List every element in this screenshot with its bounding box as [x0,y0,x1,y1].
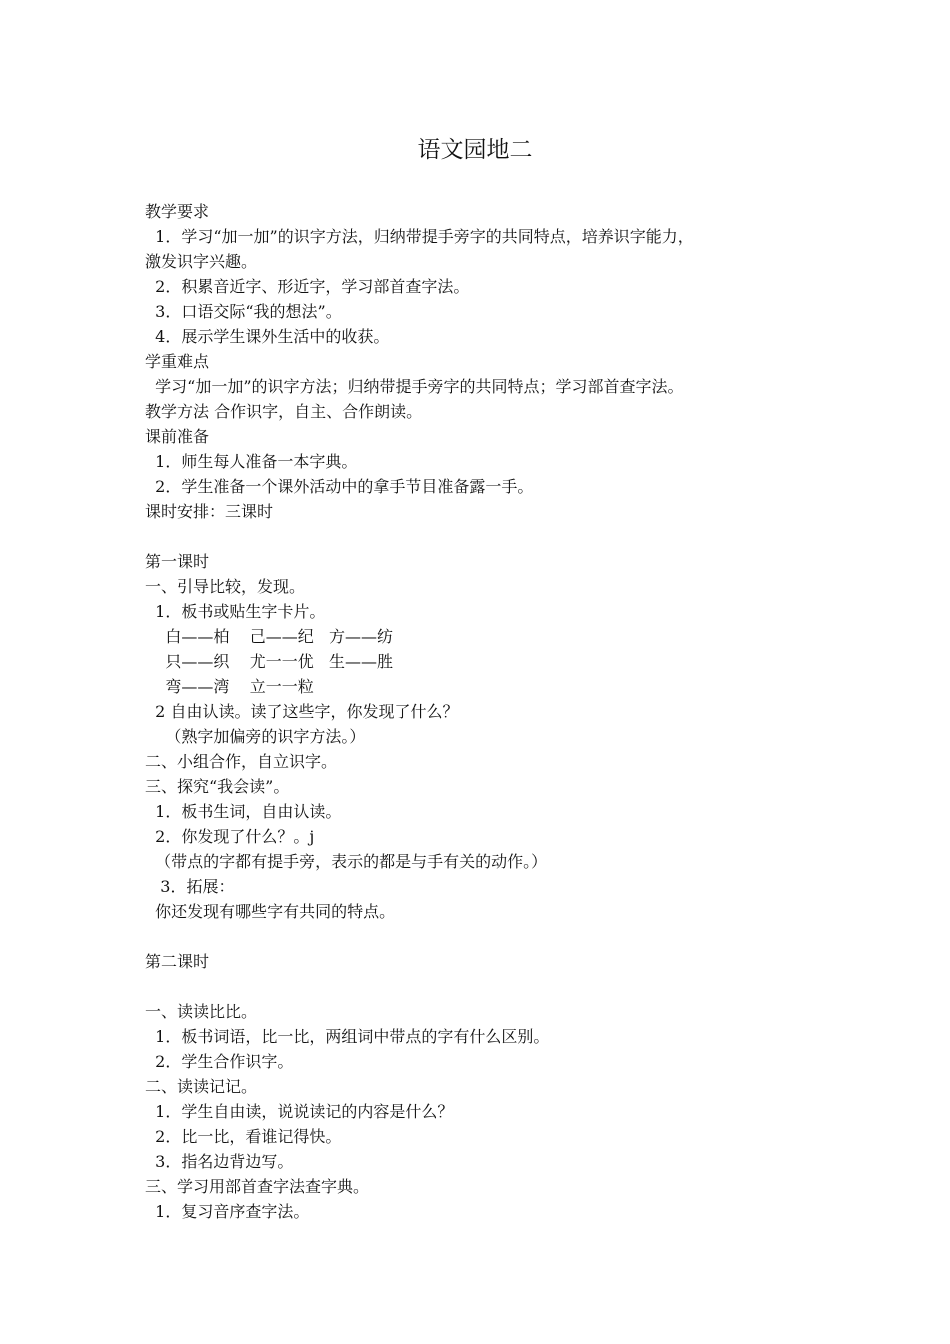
text-line: 3．拓展： [145,877,235,896]
text-line: 第二课时 [145,952,210,971]
text-line: 2 自由认读。读了这些字，你发现了什么？ [145,702,459,721]
text-line: 只——织 尤一一优 生——胜 [145,652,393,671]
text-line: 1．复习音序查字法。 [145,1202,310,1221]
text-line: 课时安排：三课时 [145,502,274,521]
document-title: 语文园地二 [417,137,533,163]
text-line: 二、读读记记。 [145,1077,258,1096]
text-line: 3．口语交际“我的想法”。 [145,302,342,321]
text-line: 教学方法 合作识字，自主、合作朗读。 [145,402,423,421]
text-line: 3．指名边背边写。 [145,1152,294,1171]
text-line: （带点的字都有提手旁，表示的都是与手有关的动作。） [145,852,548,871]
text-line: 弯——湾 立一一粒 [145,677,314,696]
text-line: 一、引导比较，发现。 [145,577,306,596]
document-body [145,199,810,1224]
text-line: 白——柏 己——纪 方——纺 [145,627,393,646]
text-line: 教学要求 [145,202,210,221]
text-line: 2．学生合作识字。 [145,1052,294,1071]
blank-line [145,924,810,949]
text-line: 2．积累音近字、形近字，学习部首查字法。 [145,277,470,296]
text-line: 一、读读比比。 [145,1002,258,1021]
text-line: （熟字加偏旁的识字方法。） [145,727,366,746]
text-line: 三、学习用部首查字法查字典。 [145,1177,370,1196]
text-line: 激发识字兴趣。 [145,252,258,271]
text-line: 课前准备 [145,427,210,446]
text-line: 学习“加一加”的识字方法；归纳带提手旁字的共同特点；学习部首查字法。 [145,377,684,396]
blank-line [145,524,810,549]
text-line: 二、小组合作，自立识字。 [145,752,338,771]
text-line: 学重难点 [145,352,210,371]
text-line: 2．学生准备一个课外活动中的拿手节目准备露一手。 [145,477,534,496]
text-line: 你还发现有哪些字有共同的特点。 [145,902,396,921]
text-line: 1．学生自由读，说说读记的内容是什么？ [145,1102,454,1121]
blank-line [145,974,810,999]
text-line: 1．板书或贴生字卡片。 [145,602,326,621]
text-line: 4．展示学生课外生活中的收获。 [145,327,390,346]
text-line: 1．板书生词，自由认读。 [145,802,342,821]
text-line: 2．你发现了什么？。j [145,827,315,846]
text-line: 1．板书词语，比一比，两组词中带点的字有什么区别。 [145,1027,550,1046]
text-line: 1．学习“加一加”的识字方法，归纳带提手旁字的共同特点，培养识字能力， [145,227,694,246]
text-line: 2．比一比，看谁记得快。 [145,1127,342,1146]
text-line: 1．师生每人准备一本字典。 [145,452,358,471]
text-line: 三、探究“我会读”。 [145,777,290,796]
text-line: 第一课时 [145,552,210,571]
